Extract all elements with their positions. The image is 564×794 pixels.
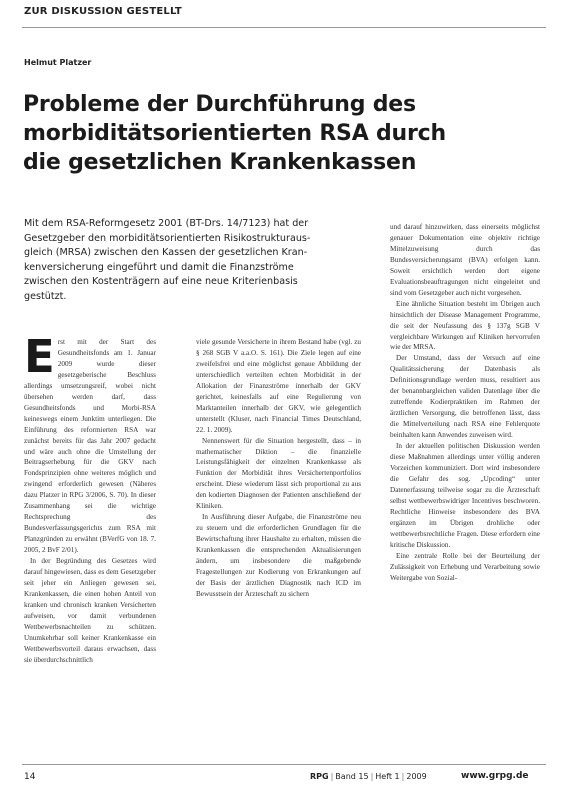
journal-issue: Heft 1	[375, 772, 400, 781]
section-rubric: ZUR DISKUSSION GESTELLT	[24, 6, 182, 17]
lead-line: kenversicherung eingeführt und damit die Finanzströme	[24, 261, 294, 273]
journal-name: RPG	[310, 772, 329, 781]
journal-citation: RPG | Band 15 | Heft 1 | 2009	[310, 772, 427, 781]
body-paragraph: Erst mit der Start des Gesundheitsfonds am 1. Januar 2009 wurde dieser gesetzgeberische Beschluss allerdings umsetzungsreif, wobei nicht übersehen werden darf, dass Gesundheitsfonds und Morbi-RSA keineswegs einem Junktim unterliegen. Die Einführung des reformierten RSA war zunächst bereits für das Jahr 2007 gedacht und wäre auch ohne die Umstellung der Beitragserhebung für die GKV nach Fondsprinzipien ohne weiteres möglich und zwingend erforderlich gewesen (Näheres dazu Platzer in RPG 3/2006, S. 70). In dieser Zusammenhang sei die wichtige Rechtsprechung des Bundesverfassungsgerichts zum RSA mit Planzgründen zu erwähnt (BVerfG von 18. 7. 2005, 2 BvF 2/01).	[24, 330, 156, 555]
title-line: Probleme der Durchführung des	[23, 92, 416, 117]
body-paragraph: und darauf hinzuwirken, dass einerseits möglichst genauer Dokumentation eine objektiv richtige Mittelzuweisung durch das Bundesversicherungsamt (BVA) erfolgen kann. Soweit ersichtlich werden dort eigene Evaluationsbeauftragungen nicht eingeleitet und sind vom Gesetzgeber auch nicht vorgesehen.	[390, 223, 540, 297]
body-paragraph: In der aktuellen politischen Diskussion werden diese Maßnahmen allerdings unter völlig anderen Vorzeichen kommuniziert. Dort wird insbesondere die Gefahr des sog. „Upcoding“ unter Datenerfassung teilweise sogar zu die Ärzteschaft selbst wettbewerbswidriger Incentives beschworen. Rechtliche Hinweise insbesondere des BVA ergänzen im Übrigen drohliche oder wettbewerbsrechtliche Fragen. Diese erfordern eine kritische Diskussion.	[390, 442, 540, 549]
body-paragraph: Eine zentrale Rolle bei der Beurteilung der Zulässigkeit von Erhebung und Verarbeitung sowie Weitergabe von Sozial-	[390, 551, 540, 582]
lead-line: gestützt.	[24, 290, 67, 302]
journal-year: 2009	[406, 772, 427, 781]
lead-line: gleich (MRSA) zwischen den Kassen der gesetzlichen Kran-	[24, 247, 308, 258]
drop-cap: E	[24, 330, 55, 383]
footer-divider	[22, 764, 546, 765]
page-number: 14	[24, 772, 36, 782]
body-column-1	[24, 330, 156, 666]
lead-line: Mit dem RSA-Reformgesetz 2001 (BT-Drs. 14/7123) hat der	[24, 218, 309, 229]
journal-url[interactable]: www.grpg.de	[461, 771, 529, 781]
header-divider	[22, 27, 546, 28]
body-paragraph: Nennenswert für die Situation hergestellt, dass – in mathematischer Diktion – die finanzielle Leistungsfähigkeit der einzelnen Krankenkasse als Funktion der Morbidität ihres Versichertenportfolios erscheint. Diese wiederum lässt sich proportional zu aus den kodierten Diagnosen der Patienten anschließend der Kliniken.	[196, 436, 361, 511]
lead-line: zwischen den Kostenträgern auf eine neue Kriterienbasis	[24, 276, 298, 287]
body-column-2	[196, 337, 361, 600]
title-line: morbiditätsorientierten RSA durch	[23, 121, 446, 146]
journal-volume: Band 15	[335, 772, 369, 781]
body-paragraph: Eine ähnliche Situation besteht im Übrigen auch hinsichtlich der Disease Management Programme, die seit der Neufassung des § 137g SGB V vergleichbare Wirkungen auf Kliniken hervorrufen wie der MRSA.	[390, 299, 540, 352]
title-line: die gesetzlichen Krankenkassen	[23, 150, 417, 175]
body-paragraph: In der Begründung des Gesetzes wird darauf hingewiesen, dass es dem Gesetzgeber seit jeher ein Anliegen gewesen sei, Krankenkassen, die einen hohen Anteil von kranken und chronisch kranken Versicherten aufweisen, vor damit verbundenen Wettbewerbsnachteilen zu schützen. Unumkehrbar soll keiner Krankenkasse ein Wettbewerbsvorteil daraus erwachsen, dass sie überdurchschnittlich	[24, 557, 156, 664]
body-paragraph: In Ausführung dieser Aufgabe, die Finanzströme neu zu steuern und die erforderlichen Grundlagen für die Bewirtschaftung ihrer Haushalte zu erhalten, müssen die Krankenkassen die entsprechenden Aktualisierungen ändern, um insbesondere die maßgebende Fragestellungen zur Kodierung von Erkrankungen auf der Basis der ärztlichen Diagnostik nach ICD im Bewusstsein der Ärzteschaft zu sichern	[196, 513, 361, 598]
article-title	[23, 90, 523, 177]
lead-line: Gesetzgeber den morbiditätsorientierten Risikostrukturaus-	[24, 232, 311, 244]
body-paragraph: viele gesunde Versicherte in ihrem Bestand habe (vgl. zu § 268 SGB V a.a.O. S. 161). Die Ziele legen auf eine zweifelsfrei und eine möglichst genaue Abbildung der unterschiedlich verteilten echten Morbidität in der Allokation der Finanzströme innerhalb der GKV gerichtet, keinesfalls auf eine Regulierung von Marktanteilen innerhalb der GKV, wie gelegentlich unterstellt (Kluser, nach Financial Times Deutschland, 22. 1. 2009).	[196, 338, 361, 434]
author-name: Helmut Platzer	[24, 58, 92, 67]
body-paragraph: Der Umstand, dass der Versuch auf eine Qualitätssicherung der Datenbasis als Definitionsgrundlage werden muss, resultiert aus der benannbargleichen validen Datenlage über die zutreffende Kodierpraktiken im Rahmen der ärztlichen Versorgung, die betroffenen lässt, dass die Mittelverteilung nach RSA eine Fehlerquote beinhalten kann Anwendes zuweisen wird.	[390, 354, 540, 440]
body-column-3	[390, 222, 540, 583]
article-lead	[24, 217, 364, 304]
